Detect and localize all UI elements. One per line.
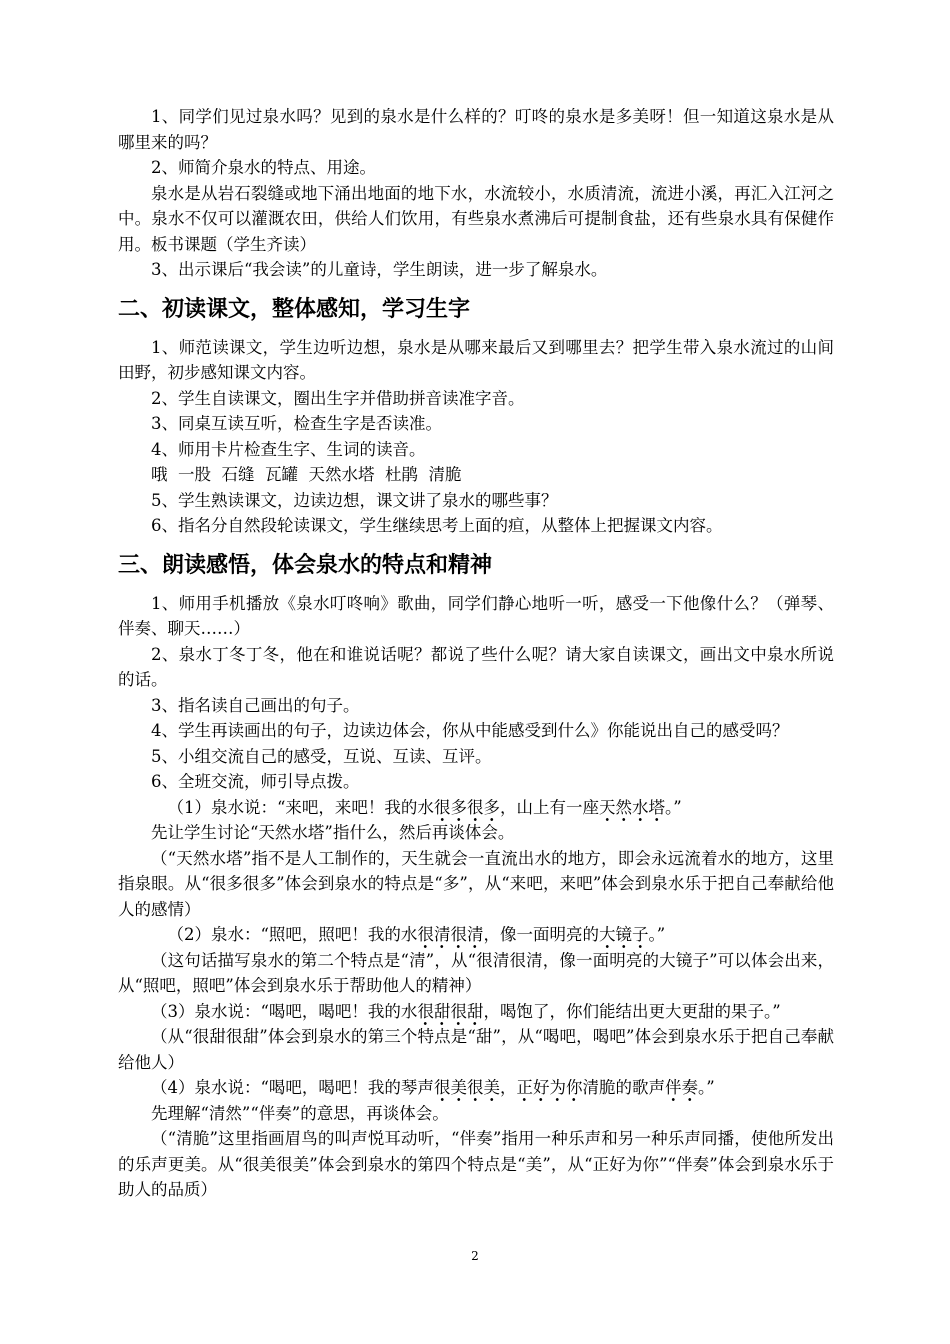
intro-paragraph-4: 3、出示课后“我会读”的儿童诗，学生朗读，进一步了解泉水。: [151, 260, 608, 279]
quote-1: [118, 795, 834, 821]
quote-3: [118, 999, 834, 1025]
quote-text: ，像一面明亮的: [483, 925, 599, 944]
quote-2: [118, 922, 834, 948]
intro-paragraph-2: 2、师简介泉水的特点、用途。: [151, 158, 376, 177]
quote-text: ，: [499, 1078, 517, 1097]
emphasis-dotted: 正好为你: [516, 1078, 582, 1102]
section-2-item: 4、师用卡片检查生字、生词的读音。: [151, 439, 426, 459]
quote-text: 。”: [648, 925, 666, 944]
emphasis-dotted: 很多很多: [434, 798, 500, 822]
emphasis-dotted: 伴奏: [665, 1078, 698, 1102]
quote-1-note: 先让学生讨论“天然水塔”指什么，然后再谈体会。: [151, 823, 515, 842]
quote-4: [118, 1075, 834, 1101]
quote-4-note: 先理解“清然”“伴奏”的意思，再谈体会。: [151, 1103, 449, 1123]
section-3-paragraph: 3、指名读自己画出的句子。: [151, 695, 360, 715]
quote-text: （1）泉水说：“来吧，来吧！我的水: [167, 797, 434, 817]
section-2-item: 5、学生熟读课文，边读边想，课文讲了泉水的哪些事？: [151, 490, 558, 510]
intro-paragraph-3: 泉水是从岩石裂缝或地下涌出地面的地下水，水流较小，水质清流，流进小溪，再汇入江河之中。泉水不仅可以灌溉农田，供给人们饮用，有些泉水煮沸后可提制食盐，还有些泉水具有保健作用。板书课题（学生齐读）: [118, 183, 834, 254]
quote-text: 。”: [697, 1078, 715, 1097]
quote-text: 清脆的歌声: [582, 1078, 665, 1097]
emphasis-dotted: 大镜子: [599, 925, 649, 949]
emphasis-dotted: 很甜很甜: [417, 1002, 483, 1026]
section-2-item: 6、指名分自然段轮读课文，学生继续思考上面的疸，从整体上把握课文内容。: [151, 516, 723, 535]
section-3-heading: 三、朗读感悟，体会泉水的特点和精神: [118, 552, 493, 578]
quote-2-explanation: （这句话描写泉水的第二个特点是“清”，从“很清很清，像一面明亮的大镜子”可以体会出来，从“照吧，照吧”体会到泉水乐于帮助他人的精神）: [118, 950, 834, 995]
quote-text: （4）泉水说：“喝吧，喝吧！我的琴声: [151, 1078, 434, 1097]
section-2-item: 2、学生自读课文，圈出生字并借助拼音读准字音。: [151, 388, 525, 408]
section-2-item: 3、同桌互读互听，检查生字是否读准。: [151, 414, 442, 433]
quote-text: ，喝饱了，你们能结出更大更甜的果子。”: [483, 1001, 781, 1021]
quote-text: 。”: [664, 797, 682, 817]
section-2-item: 1、师范读课文，学生边听边想，泉水是从哪来最后又到哪里去？把学生带入泉水流过的山间田野，初步感知课文内容。: [118, 337, 834, 382]
quote-4-explanation: （“清脆”这里指画眉鸟的叫声悦耳动听，“伴奏”指用一种乐声和另一种乐声同播，使他所发出的乐声更美。从“很美很美”体会到泉水的第四个特点是“美”，从“正好为你”“伴奏”体会到泉水乐于助人的品质）: [118, 1129, 834, 1199]
quote-text: ，山上有一座: [499, 797, 599, 817]
quote-1-explanation: （“天然水塔”指不是人工制作的，天生就会一直流出水的地方，即会永远流着水的地方，这里指泉眼。从“很多很多”体会到泉水的特点是“多”，从“来吧，来吧”体会到泉水乐于把自己奉献给他人的感情）: [118, 848, 834, 919]
quote-text: （2）泉水：“照吧，照吧！我的水: [167, 925, 418, 944]
section-2-heading: 二、初读课文，整体感知，学习生字: [118, 296, 471, 322]
section-3-paragraph: 4、学生再读画出的句子，边读边体会，你从中能感受到什么》你能说出自己的感受吗？: [151, 721, 789, 740]
document-body: [118, 104, 834, 1203]
section-3-paragraph: 2、泉水丁冬丁冬，他在和谁说话呢？都说了些什么呢？请大家自读课文，画出文中泉水所说的话。: [118, 644, 834, 689]
quote-text: （3）泉水说：“喝吧，喝吧！我的水: [151, 1001, 418, 1021]
section-3-paragraph: 6、全班交流，师引导点拨。: [151, 772, 360, 791]
emphasis-dotted: 天然水塔: [599, 798, 665, 822]
section-3-paragraph: 5、小组交流自己的感受，互说、互读、互评。: [151, 746, 492, 766]
page-number: 2: [471, 1249, 479, 1263]
section-3-paragraph: 1、师用手机播放《泉水叮咚响》歌曲，同学们静心地听一听，感受一下他像什么？（弹琴、伴奏、聊天……）: [118, 593, 834, 638]
emphasis-dotted: 很清很清: [417, 925, 483, 949]
quote-3-explanation: （从“很甜很甜”体会到泉水的第三个特点是“甜”，从“喝吧，喝吧”体会到泉水乐于把自己奉献给他人）: [118, 1027, 834, 1072]
intro-paragraph-1: 1、同学们见过泉水吗？见到的泉水是什么样的？叮咚的泉水是多美呀！但一知道这泉水是从哪里来的吗？: [118, 107, 834, 152]
emphasis-dotted: 很美很美: [434, 1078, 500, 1102]
vocabulary-list: 哦 一股 石缝 瓦罐 天然水塔 杜鹃 清脆: [151, 465, 462, 484]
